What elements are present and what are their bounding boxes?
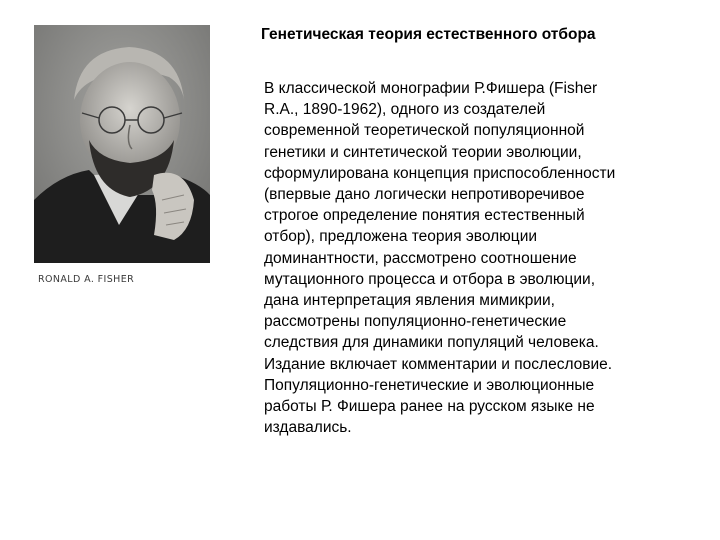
body-paragraph	[264, 78, 684, 438]
body-line: В классической монографии Р.Фишера (Fisher	[264, 80, 598, 97]
body-line: издавались.	[264, 419, 352, 437]
body-line: современной теоретической популяционной	[264, 122, 585, 140]
portrait-photo	[34, 25, 210, 263]
body-line: отбор), предложена теория эволюции	[264, 228, 538, 246]
body-line: строгое определение понятия естественный	[264, 207, 585, 225]
body-line: Издание включает комментарии и послесловие.	[264, 355, 613, 373]
slide-title: Генетическая теория естественного отбора	[261, 26, 596, 43]
body-line: Популяционно-генетические и эволюционные	[264, 376, 595, 394]
body-line: дана интерпретация явления мимикрии,	[264, 292, 555, 310]
photo-caption: RONALD A. FISHER	[38, 274, 135, 285]
body-line: доминантности, рассмотрено соотношение	[264, 249, 577, 267]
body-line: сформулирована концепция приспособленности	[264, 164, 616, 182]
body-line: R.A., 1890-1962), одного из создателей	[264, 101, 546, 119]
body-line: (впервые дано логически непротиворечивое	[264, 186, 585, 204]
portrait-image	[34, 25, 210, 263]
body-line: следствия для динамики популяций человека.	[264, 334, 599, 352]
body-line: работы Р. Фишера ранее на русском языке не	[264, 398, 595, 416]
body-line: мутационного процесса и отбора в эволюции,	[264, 270, 595, 288]
body-line: рассмотрены популяционно-генетические	[264, 313, 567, 331]
body-line: генетики и синтетической теории эволюции,	[264, 143, 582, 161]
